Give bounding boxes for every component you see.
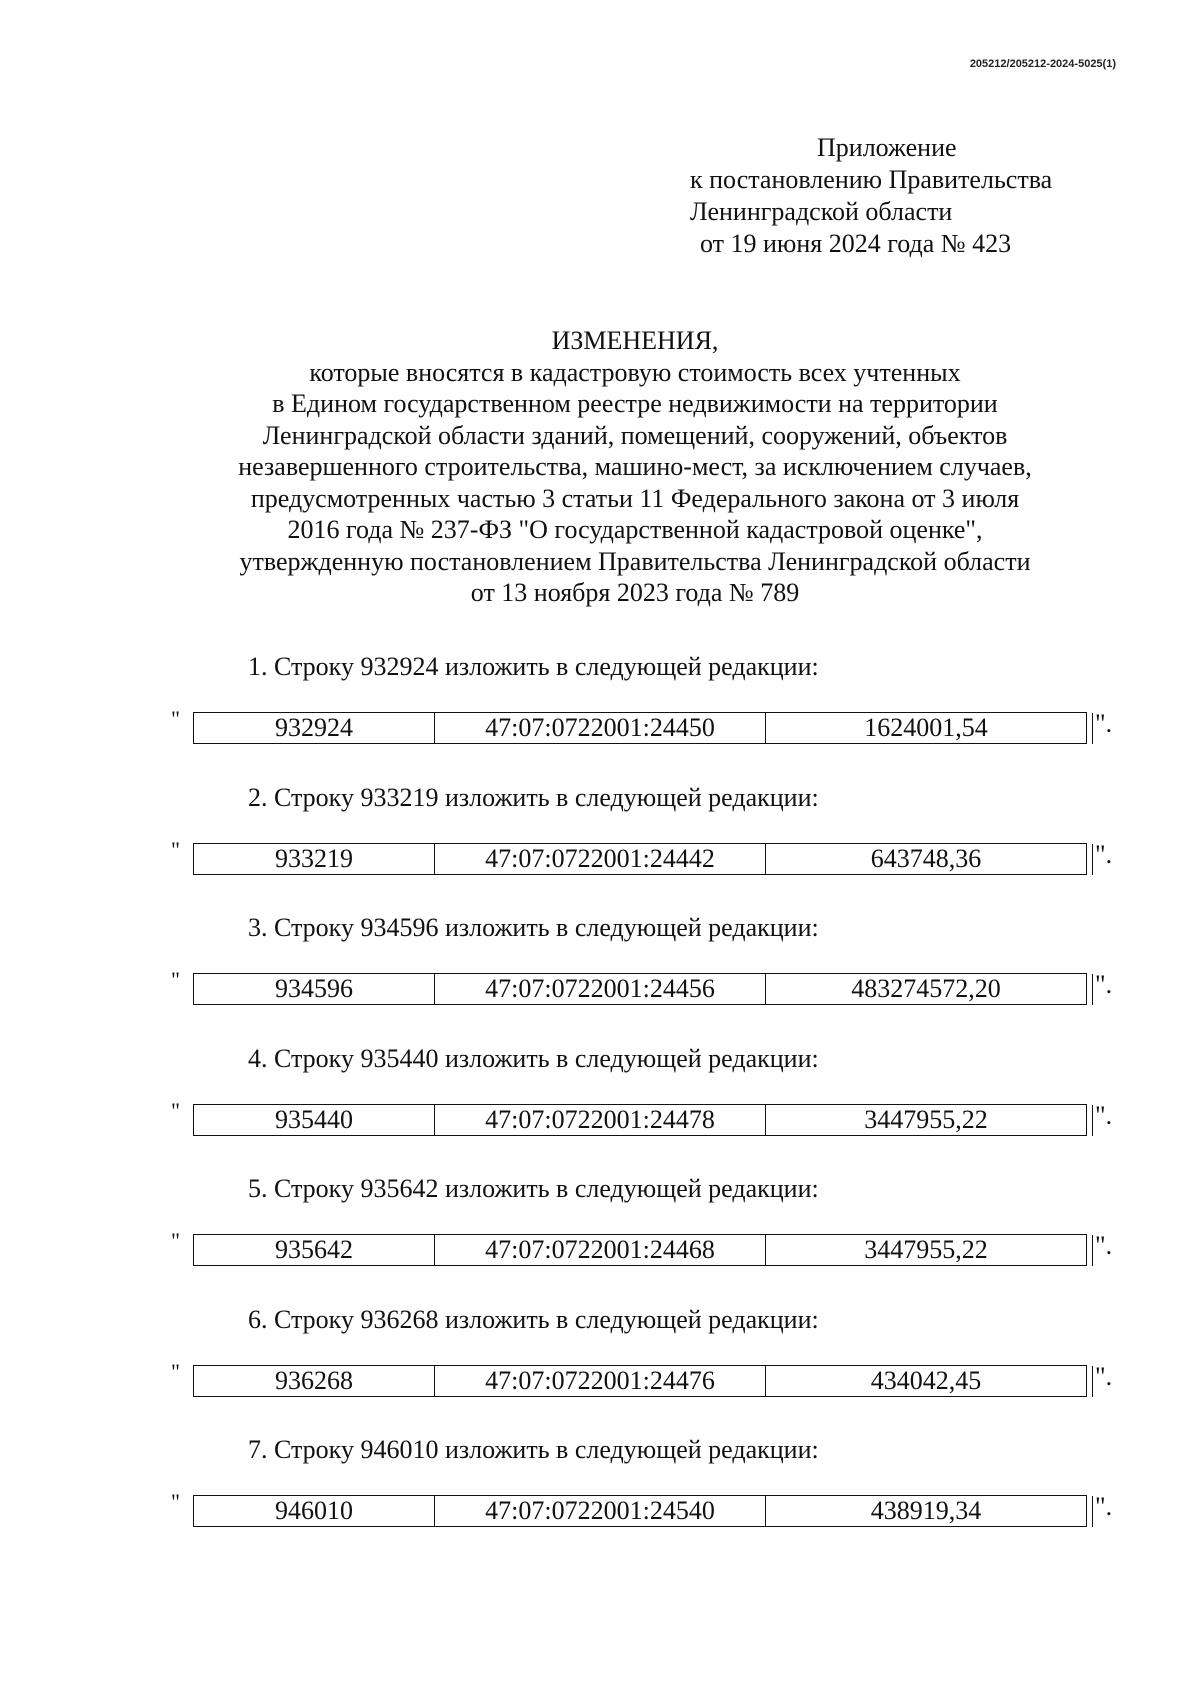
quote-close: ". [1095, 970, 1113, 999]
row-number-cell: 933219 [194, 844, 435, 875]
cadastral-value-cell: 1624001,54 [766, 713, 1087, 744]
row-table [193, 843, 1093, 875]
appendix-line-2: к постановлению Правительства [690, 165, 1053, 194]
replacement-row [171, 706, 1131, 746]
row-number-cell: 946010 [194, 1496, 435, 1527]
appendix-line-3: Ленинградской области [690, 197, 953, 226]
empty-cell [1087, 1496, 1093, 1527]
quote-open: " [171, 1489, 180, 1514]
cadastral-number-cell: 47:07:0722001:24476 [435, 1366, 766, 1397]
document-registration-number: 205212/205212-2024-5025(1) [969, 58, 1116, 70]
replacement-row [171, 1228, 1131, 1268]
empty-cell [1087, 1105, 1093, 1136]
item-instruction: 6. Строку 936268 изложить в следующей редакции: [248, 1305, 819, 1334]
title-line: Ленинградской области зданий, помещений, сооружений, объектов [262, 420, 1008, 450]
row-table [193, 1365, 1093, 1397]
replacement-row [171, 837, 1131, 877]
replacement-row [171, 1098, 1131, 1138]
title-line: которые вносятся в кадастровую стоимость всех учтенных [309, 357, 961, 387]
quote-open: " [171, 1228, 180, 1253]
quote-open: " [171, 1098, 180, 1123]
row-number-cell: 936268 [194, 1366, 435, 1397]
row-table [193, 1104, 1093, 1136]
document-title [150, 325, 1120, 609]
item-instruction: 5. Строку 935642 изложить в следующей редакции: [248, 1174, 819, 1203]
empty-cell [1087, 1235, 1093, 1266]
title-line: утвержденную постановлением Правительства Ленинградской области [239, 546, 1031, 576]
row-number-cell: 934596 [194, 974, 435, 1005]
appendix-header [690, 132, 1052, 260]
cadastral-number-cell: 47:07:0722001:24456 [435, 974, 766, 1005]
quote-open: " [171, 967, 180, 992]
row-number-cell: 935440 [194, 1105, 435, 1136]
row-table [193, 973, 1093, 1005]
title-line: незавершенного строительства, машино-мест, за исключением случаев, [238, 452, 1032, 481]
appendix-line-1: Приложение [817, 133, 957, 162]
row-number-cell: 935642 [194, 1235, 435, 1266]
cadastral-number-cell: 47:07:0722001:24468 [435, 1235, 766, 1266]
appendix-line-4: от 19 июня 2024 года № 423 [700, 229, 1012, 258]
quote-close: ". [1095, 1492, 1113, 1521]
quote-close: ". [1095, 1231, 1113, 1260]
empty-cell [1087, 844, 1093, 875]
quote-close: ". [1095, 709, 1113, 738]
cadastral-number-cell: 47:07:0722001:24442 [435, 844, 766, 875]
quote-close: ". [1095, 1362, 1113, 1391]
quote-close: ". [1095, 1101, 1113, 1130]
item-instruction: 2. Строку 933219 изложить в следующей редакции: [248, 783, 819, 812]
replacement-row [171, 1359, 1131, 1399]
cadastral-value-cell: 643748,36 [766, 844, 1087, 875]
item-instruction: 7. Строку 946010 изложить в следующей редакции: [248, 1435, 819, 1464]
row-number-cell: 932924 [194, 713, 435, 744]
cadastral-number-cell: 47:07:0722001:24450 [435, 713, 766, 744]
title-line: 2016 года № 237-ФЗ "О государственной кадастровой оценке", [287, 515, 983, 544]
empty-cell [1087, 713, 1093, 744]
row-table [193, 712, 1093, 744]
replacement-row [171, 1489, 1131, 1529]
item-instruction: 3. Строку 934596 изложить в следующей редакции: [248, 913, 819, 942]
cadastral-value-cell: 434042,45 [766, 1366, 1087, 1397]
cadastral-value-cell: 3447955,22 [766, 1235, 1087, 1266]
item-instruction: 1. Строку 932924 изложить в следующей редакции: [248, 652, 819, 681]
empty-cell [1087, 1366, 1093, 1397]
item-instruction: 4. Строку 935440 изложить в следующей редакции: [248, 1044, 819, 1073]
title-line: предусмотренных частью 3 статьи 11 Федерального закона от 3 июля [250, 483, 1020, 513]
quote-open: " [171, 1359, 180, 1384]
row-table [193, 1495, 1093, 1527]
cadastral-value-cell: 483274572,20 [766, 974, 1087, 1005]
cadastral-value-cell: 3447955,22 [766, 1105, 1087, 1136]
row-table [193, 1234, 1093, 1266]
title-heading: ИЗМЕНЕНИЯ, [551, 326, 719, 355]
title-line: в Едином государственном реестре недвижимости на территории [272, 389, 998, 418]
replacement-row [171, 967, 1131, 1007]
empty-cell [1087, 974, 1093, 1005]
cadastral-number-cell: 47:07:0722001:24478 [435, 1105, 766, 1136]
quote-open: " [171, 706, 180, 731]
quote-close: ". [1095, 840, 1113, 869]
quote-open: " [171, 837, 180, 862]
title-line: от 13 ноября 2023 года № 789 [470, 578, 800, 607]
cadastral-number-cell: 47:07:0722001:24540 [435, 1496, 766, 1527]
cadastral-value-cell: 438919,34 [766, 1496, 1087, 1527]
